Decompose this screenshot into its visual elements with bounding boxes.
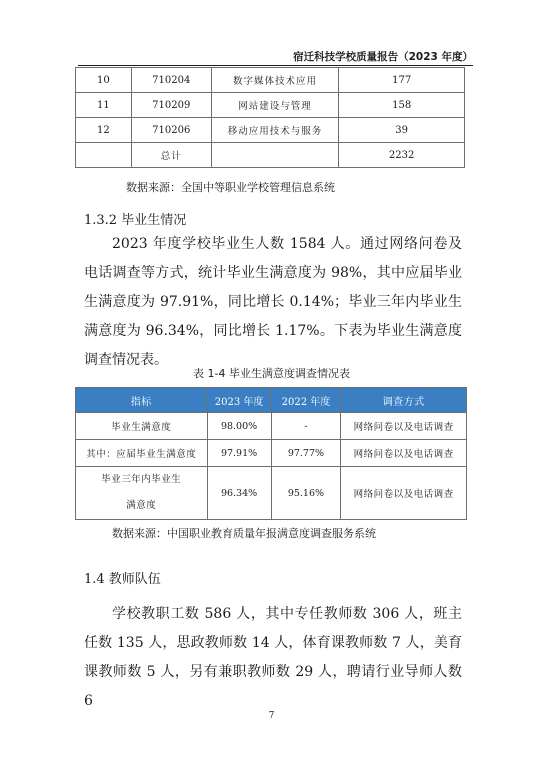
value-2022: 97.77%	[271, 440, 341, 467]
table-row	[76, 440, 467, 467]
empty-cell	[76, 143, 132, 168]
major-code: 710206	[131, 118, 211, 143]
column-header: 2022 年度	[271, 388, 341, 413]
student-count: 158	[339, 93, 465, 118]
major-name: 数字媒体技术应用	[211, 68, 339, 93]
header-rule	[78, 65, 473, 66]
page-number: 7	[268, 711, 275, 721]
row-number: 11	[76, 93, 132, 118]
indicator-cell: 其中：应届毕业生满意度	[76, 440, 208, 467]
student-count: 177	[339, 68, 465, 93]
method-cell: 网络问卷以及电话调查	[341, 440, 467, 467]
table-row	[76, 68, 465, 93]
indicator-line: 满意度	[126, 500, 157, 511]
value-2023: 96.34%	[207, 467, 271, 520]
table-row	[76, 413, 467, 440]
value-2022: -	[271, 413, 341, 440]
total-value: 2232	[339, 143, 465, 168]
table-row	[76, 118, 465, 143]
teachers-paragraph: 学校教职工数 586 人，其中专任教师数 306 人，班主任数 135 人，思政教师数 14 人，体育课教师数 7 人，美育课教师数 5 人，另有兼职教师数 29 人，聘请行业导师人数 6	[84, 606, 462, 709]
table-row	[76, 467, 467, 520]
data-source-note: 数据来源：中国职业教育质量年报满意度调查服务系统	[112, 527, 376, 540]
indicator-cell	[76, 467, 208, 520]
method-cell: 网络问卷以及电话调查	[341, 467, 467, 520]
graduates-paragraph: 2023 年度学校毕业生人数 1584 人。通过网络问卷及电话调查等方式，统计毕业生满意度为 98%，其中应届毕业生满意度为 97.91%，同比增长 0.14%；毕业三年内毕业生满意度为 96.34%，同比增长 1.17%。下表为毕业生满意度调查情况表。	[84, 236, 462, 368]
total-row	[76, 143, 465, 168]
indicator-line: 毕业三年内毕业生	[101, 474, 182, 485]
table-header-row	[76, 388, 467, 413]
table-row	[76, 93, 465, 118]
value-2023: 98.00%	[207, 413, 271, 440]
student-count: 39	[339, 118, 465, 143]
major-name: 网站建设与管理	[211, 93, 339, 118]
column-header: 调查方式	[341, 388, 467, 413]
section-heading: 1.4 教师队伍	[84, 572, 161, 587]
value-2023: 97.91%	[207, 440, 271, 467]
method-cell: 网络问卷以及电话调查	[341, 413, 467, 440]
page-header: 宿迁科技学校质量报告（2023 年度）	[293, 51, 473, 63]
value-2022: 95.16%	[271, 467, 341, 520]
empty-cell	[211, 143, 339, 168]
section-heading: 1.3.2 毕业生情况	[84, 213, 187, 228]
major-code: 710204	[131, 68, 211, 93]
total-label: 总计	[131, 143, 211, 168]
column-header: 指标	[76, 388, 208, 413]
row-number: 10	[76, 68, 132, 93]
table-caption: 表 1-4 毕业生满意度调查情况表	[193, 367, 350, 380]
column-header: 2023 年度	[207, 388, 271, 413]
satisfaction-table	[75, 387, 467, 520]
indicator-cell: 毕业生满意度	[76, 413, 208, 440]
major-name: 移动应用技术与服务	[211, 118, 339, 143]
row-number: 12	[76, 118, 132, 143]
major-code: 710209	[131, 93, 211, 118]
data-source-note: 数据来源：全国中等职业学校管理信息系统	[126, 181, 335, 194]
enrollment-table	[75, 67, 465, 168]
